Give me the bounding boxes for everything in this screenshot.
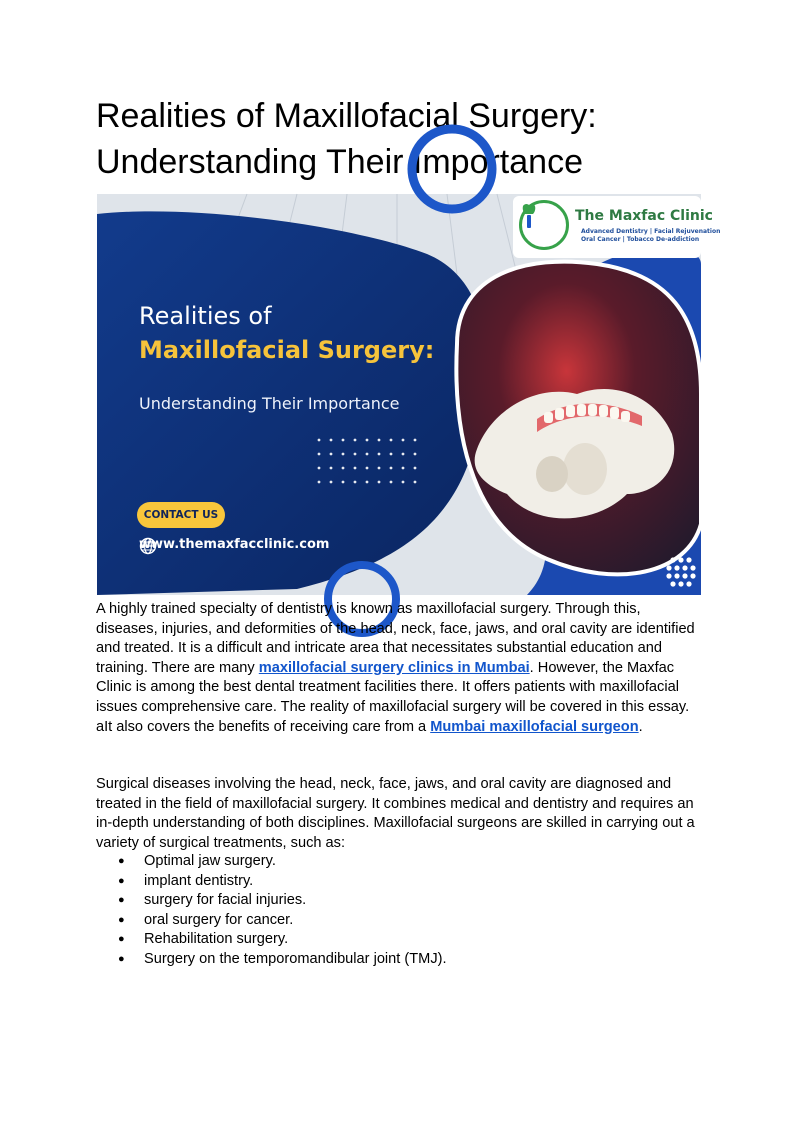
logo-tagline-line-1: Advanced Dentistry | Facial Rejuvenation: [581, 228, 721, 235]
website-url: www.themaxfacclinic.com: [139, 537, 330, 552]
mumbai-clinics-link[interactable]: maxillofacial surgery clinics in Mumbai: [258, 659, 530, 676]
list-item: ● implant dentistry.: [96, 872, 447, 892]
page-title-line-2: Understanding Their Importance: [96, 143, 583, 181]
page-title: [96, 93, 716, 185]
globe-icon: [139, 537, 157, 555]
logo-tagline: [581, 228, 720, 244]
banner-heading-line-1: Realities of: [139, 302, 272, 330]
website-label: [139, 537, 329, 552]
list-item: ● oral surgery for cancer.: [96, 911, 447, 931]
list-item: ● Rehabilitation surgery.: [96, 930, 447, 950]
intro-text-part-2: . However, the Maxfac Clinic is among the best dental treatment facilities there. It offers patients with maxillofacial issues comprehensive care. The reality of maxillofacial surgery will be covered in this essay. aIt also covers the benefits of receiving care from a: [96, 659, 690, 735]
intro-paragraph: [96, 600, 706, 737]
banner-heading-line-2: Maxillofacial Surgery:: [139, 336, 435, 364]
banner-image: [97, 194, 721, 595]
list-item: ● surgery for facial injuries.: [96, 891, 447, 911]
list-item: ● Optimal jaw surgery.: [96, 852, 447, 872]
list-item: ● Surgery on the temporomandibular joint (TMJ).: [96, 950, 447, 970]
body-paragraph: Surgical diseases involving the head, neck, face, jaws, and oral cavity are diagnosed and treated in the field of maxillofacial surgery. It combines medical and dentistry and requires an in-depth understanding of both disciplines. Maxillofacial surgeons are skilled in carrying out a variety of surgical treatments, such as:: [96, 776, 695, 851]
treatments-list: [96, 852, 447, 969]
banner-subheading: Understanding Their Importance: [139, 394, 400, 413]
page-title-line-1: Realities of Maxillofacial Surgery:: [96, 97, 597, 135]
tooth-logo-icon: [519, 200, 569, 250]
logo-name: The Maxfac Clinic: [575, 208, 713, 224]
mumbai-surgeon-link[interactable]: Mumbai maxillofacial surgeon: [430, 718, 639, 735]
intro-text-part-3: .: [638, 718, 643, 735]
clinic-logo: [517, 198, 721, 256]
intro-text-part-1: A highly trained specialty of dentistry is known as maxillofacial surgery. Through this, diseases, injuries, and deformities of the head, neck, face, jaws, and oral cavity are identified and treated. It is a difficult and intricate area that necessitates substantial education and training. There are many: [96, 601, 695, 676]
contact-us-button[interactable]: CONTACT US: [137, 502, 225, 528]
logo-tagline-line-2: Oral Cancer | Tobacco De-addiction: [581, 236, 700, 243]
